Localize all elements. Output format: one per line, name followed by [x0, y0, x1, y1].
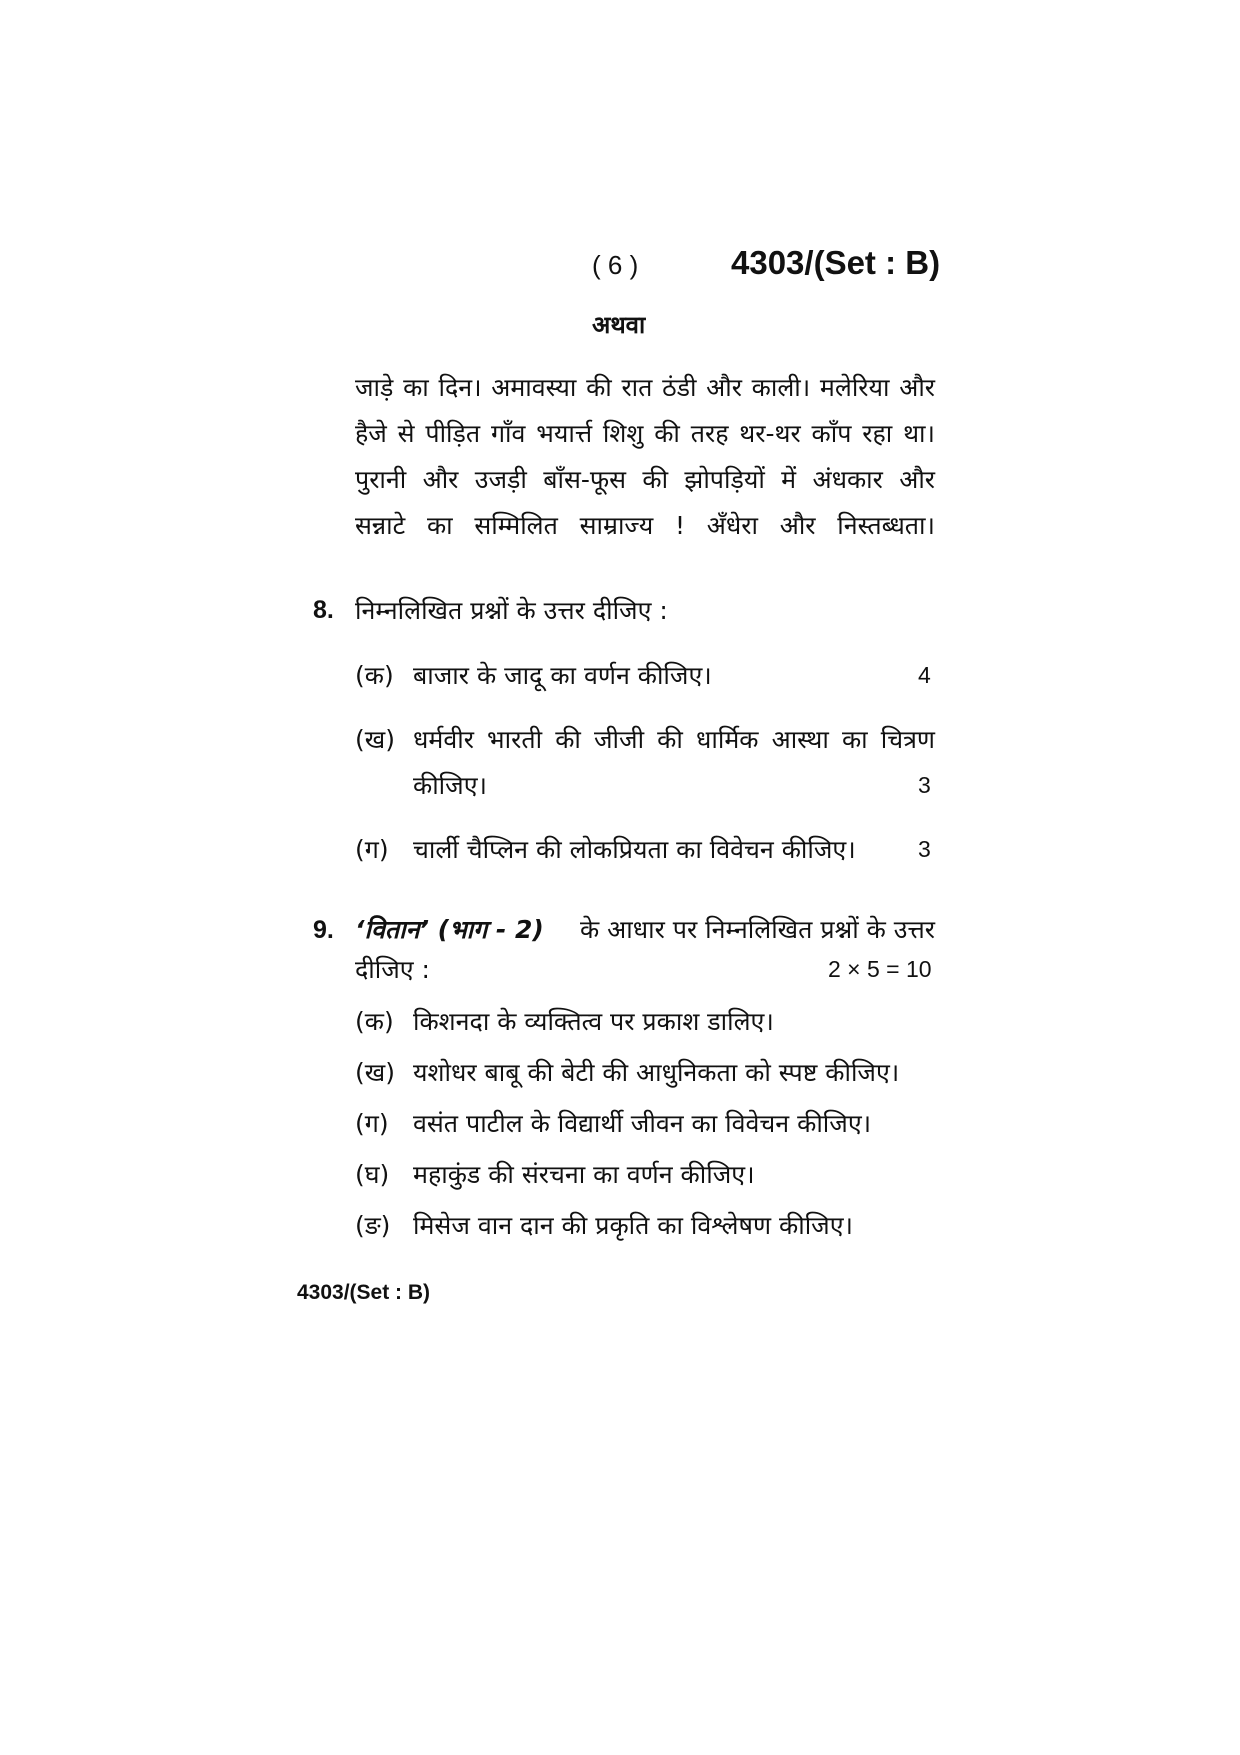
q9-part-label: (घ): [355, 1160, 390, 1189]
question-9-marks: 2 × 5 = 10: [828, 956, 932, 982]
passage-line: पुरानी और उजड़ी बाँस-फूस की झोपड़ियों में अंधकार और: [355, 465, 935, 494]
q8-part-text: धर्मवीर भारती की जीजी की धार्मिक आस्था का चित्रण: [413, 725, 935, 754]
q8-part-marks: 3: [918, 772, 931, 798]
paper-code-footer: 4303/(Set : B): [297, 1281, 431, 1304]
q9-part-label: (ङ): [355, 1211, 391, 1240]
or-heading: अथवा: [592, 311, 646, 339]
passage-line: सन्नाटे का सम्मिलित साम्राज्य ! अँधेरा और निस्तब्धता।: [355, 511, 935, 540]
question-9-text-continued: दीजिए :: [355, 955, 430, 984]
q8-part-marks: 3: [918, 836, 931, 862]
q8-part-label: (क): [355, 661, 394, 690]
question-9-line: [355, 912, 935, 946]
q8-part-text: बाजार के जादू का वर्णन कीजिए।: [413, 661, 712, 690]
q9-part-text: वसंत पाटील के विद्यार्थी जीवन का विवेचन कीजिए।: [413, 1109, 872, 1138]
page-number: ( 6 ): [592, 250, 639, 280]
question-8-text: निम्नलिखित प्रश्नों के उत्तर दीजिए :: [355, 596, 668, 625]
q8-part-marks: 4: [918, 662, 931, 688]
q9-part-text: किशनदा के व्यक्तित्व पर प्रकाश डालिए।: [413, 1007, 774, 1036]
q9-part-label: (ग): [355, 1109, 389, 1138]
q9-part-text: मिसेज वान दान की प्रकृति का विश्लेषण कीजिए।: [413, 1211, 854, 1240]
q9-part-text: महाकुंड की संरचना का वर्णन कीजिए।: [413, 1160, 755, 1189]
q8-part-text: चार्ली चैप्लिन की लोकप्रियता का विवेचन कीजिए।: [413, 835, 856, 864]
book-title: ‘वितान’ (भाग - 2): [355, 915, 544, 944]
q9-part-text: यशोधर बाबू की बेटी की आधुनिकता को स्पष्ट कीजिए।: [413, 1058, 900, 1087]
passage-line: हैजे से पीड़ित गाँव भयार्त्त शिशु की तरह थर-थर काँप रहा था।: [355, 419, 935, 448]
q8-part-text-continued: कीजिए।: [413, 771, 488, 800]
passage-line: जाड़े का दिन। अमावस्या की रात ठंडी और काली। मलेरिया और: [355, 373, 935, 402]
q9-part-label: (क): [355, 1007, 394, 1036]
question-number-8: 8.: [313, 596, 334, 624]
q9-part-label: (ख): [355, 1058, 395, 1087]
q8-part-label: (ग): [355, 835, 389, 864]
paper-code-header: 4303/(Set : B): [731, 244, 941, 281]
question-9-text: के आधार पर निम्नलिखित प्रश्नों के उत्तर: [580, 915, 935, 944]
q8-part-label: (ख): [355, 725, 395, 754]
question-number-9: 9.: [313, 916, 334, 944]
